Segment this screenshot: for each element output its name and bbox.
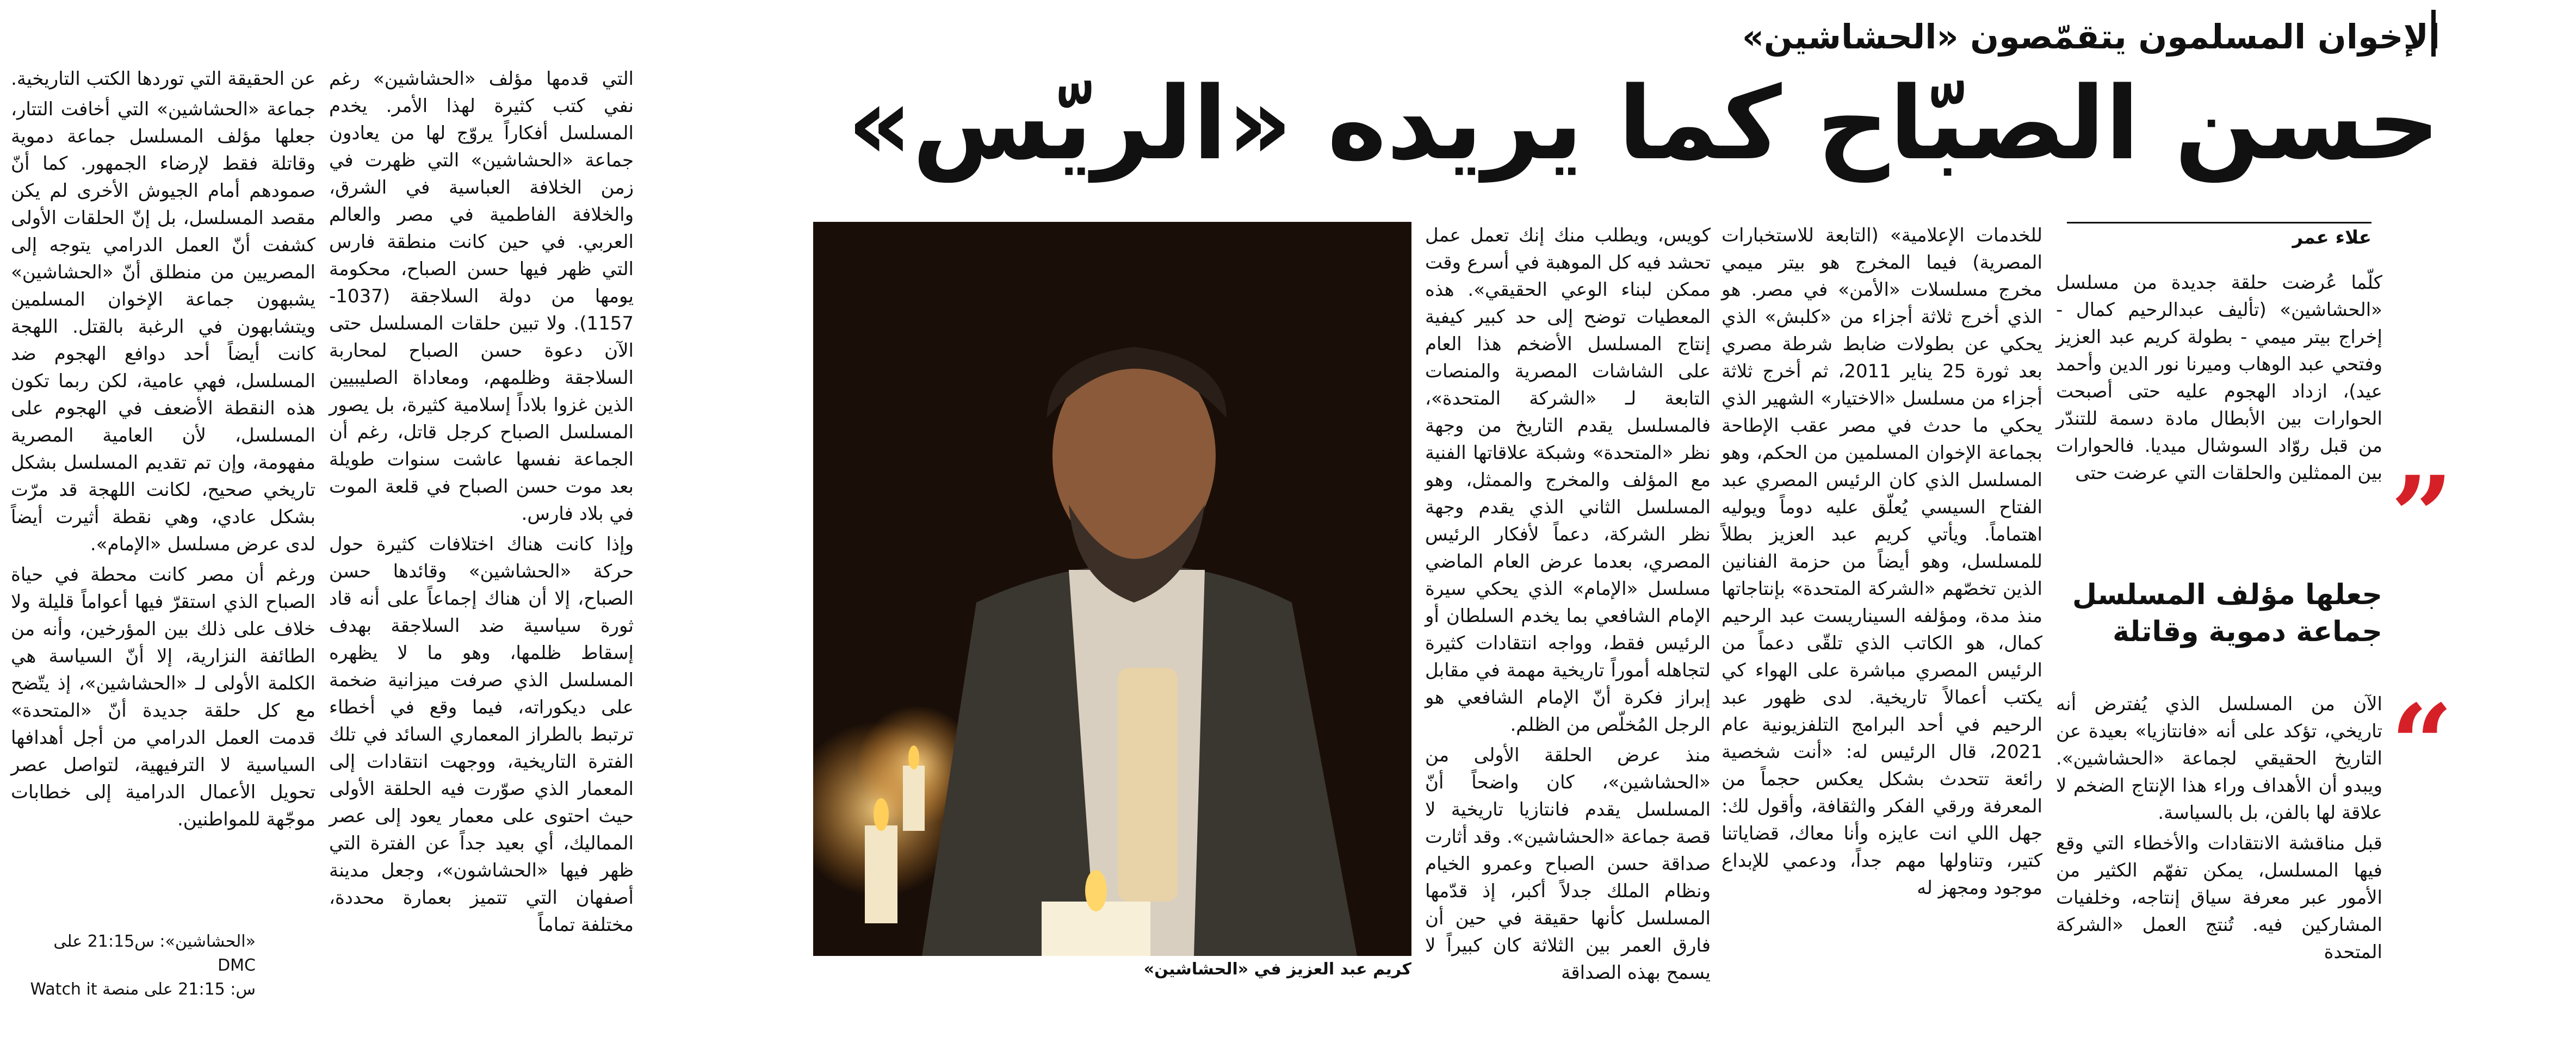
paragraph: كلّما عُرضت حلقة جديدة من مسلسل «الحشاشين» (تأليف عبدالرحيم كمال - إخراج بيتر ميمي - بطولة كريم عبد العزيز وفتحي عبد الوهاب وميرنا نور الدين وأحمد عيد)، ازداد الهجوم عليه حتى أصبحت الحوارات بين الأبطال مادة دسمة للتندّر من قبل روّاد السوشال ميديا. فالحوارات بين الممثلين والحلقات التي عرضت حتى [2056,272,2382,484]
paragraph: الآن من المسلسل الذي يُفترض أنه تاريخي، تؤكد على أنه «فانتازيا» بعيدة عن التاريخ الحقيقي لجماعة «الحشاشين». ويبدو أن الأهداف وراء هذا الإنتاج الضخم لا علاقة لها بالفن، بل بالسياسة. [2056,693,2382,824]
paragraph: كويس، ويطلب منك إنك تعمل عمل تحشد فيه كل الموهبة في أسرع وقت ممكن لبناء الوعي الحقيقي». هذه المعطيات توضح إلى حد كبير كيفية إنتاج المسلسل الأضخم هذا العام على الشاشات المصرية والمنصات التابعة لـ «الشركة المتحدة»، فالمسلسل يقدم التاريخ من وجهة نظر «المتحدة» وشبكة علاقاتها الفنية مع المؤلف والمخرج والممثل، وهو المسلسل الثاني الذي يقدم وجهة نظر الشركة، دعماً لأفكار الرئيس المصري، بعدما عرض العام الماضي مسلسل «الإمام» الذي يحكي سيرة الإمام الشافعي بما يخدم السلطان أو الرئيس فقط، وواجه انتقادات كثيرة لتجاهله أموراً تاريخية مهمة في مقابل إبراز فكرة أنّ الإمام الشافعي هو الرجل المُخلّص من الظلم. [1425,225,1711,736]
article-column-1 [2056,269,2382,490]
byline: علاء عمر [2067,222,2371,253]
paragraph: قبل مناقشة الانتقادات والأخطاء التي وقع فيها المسلسل، يمكن تفهّم الكثير من الأمور عبر معرفة سياق إنتاجه، وخلفيات المشاركين فيه. تُنتج العمل «الشركة المتحدة [2056,832,2382,963]
paragraph: جماعة «الحشاشين» التي أخافت التتار، جعلها مؤلف المسلسل جماعة دموية وقاتلة فقط لإرضاء الجمهور. كما أنّ صمودهم أمام الجيوش الأخرى لم يكن مقصد المسلسل، بل إنّ الحلقات الأولى كشفت أنّ العمل الدرامي يتوجه إلى المصريين من منطلق أنّ «الحشاشين» يشبهون جماعة الإخوان المسلمين ويتشابهون في الرغبة بالقتل. اللهجة كانت أيضاً أحد دوافع الهجوم ضد المسلسل، فهي عامية، لكن ربما تكون هذه النقطة الأضعف في الهجوم على المسلسل، لأن العامية المصرية مفهومة، وإن تم تقديم المسلسل بشكل تاريخي صحيح، لكانت اللهجة قد مرّت بشكل عادي، وهي نقطة أثيرت أيضاً لدى عرض مسلسل «الإمام». [11,98,315,555]
article-headline: حسن الصبّاح كما يريده «الريّس» [847,65,2440,182]
broadcast-line: «الحشاشين»: س21:15 على DMC [53,932,256,975]
article-column-5 [11,65,315,836]
paragraph: ورغم أن مصر كانت محطة في حياة الصباح الذي استقرّ فيها أعواماً قليلة ولا خلاف على ذلك بين المؤرخين، وأنه من الطائفة النزارية، إلا أنّ السياسة هي الكلمة الأولى لـ «الحشاشين»، إذ يتّضح مع كل حلقة جديدة أنّ «المتحدة» قدمت العمل الدرامي من أجل أهدافها السياسية لا الترفيهية، لتواصل عصر تحويل الأعمال الدرامية إلى خطابات موجّهة للمواطنين. [11,564,315,830]
pull-subhead: جعلها مؤلف المسلسل جماعة دموية وقاتلة [2072,579,2382,648]
broadcast-line: س: 21:15 على منصة Watch it [30,980,256,999]
article-photo [813,222,1411,956]
paragraph: التي قدمها مؤلف «الحشاشين» رغم نفي كتب كثيرة لهذا الأمر. يخدم المسلسل أفكاراً يروّج لها من يعادون جماعة «الحشاشين» التي ظهرت في زمن الخلافة العباسية في الشرق، والخلافة الفاطمية في مصر والعالم العربي. في حين كانت منطقة فارس التي ظهر فيها حسن الصباح، محكومة يومها من دولة السلاجقة (1037-1157). ولا تبين حلقات المسلسل حتى الآن دعوة حسن الصباح لمحاربة السلاجقة وظلمهم، ومعاداة الصليبيين الذين غزوا بلاداً إسلامية كثيرة، بل يصور المسلسل الصباح كرجل قاتل، رغم أن الجماعة نفسها عاشت سنوات طويلة بعد موت حسن الصباح في قلعة الموت في بلاد فارس. [329,68,634,525]
paragraph: عن الحقيقة التي توردها الكتب التاريخية. [11,68,315,90]
article-column-1-lower [2056,691,2382,969]
closing-quote-icon: ” [2391,452,2454,580]
article-column-4 [329,65,634,942]
article-kicker: الإخوان المسلمون يتقمّصون «الحشاشين» [1742,17,2440,57]
broadcast-info [11,930,256,1002]
photo-caption: كريم عبد العزيز في «الحشاشين» [1143,960,1411,979]
opening-quote-icon: “ [2391,681,2454,809]
paragraph: منذ عرض الحلقة الأولى من «الحشاشين»، كان واضحاً أنّ المسلسل يقدم فانتازيا تاريخية لا قصة جماعة «الحشاشين». وقد أثارت صداقة حسن الصباح وعمرو الخيام ونظام الملك جدلاً أكبر، إذ قدّمها المسلسل كأنها حقيقة في حين أن فارق العمر بين الثلاثة كان كبيراً لا يسمح بهذه الصداقة [1425,744,1711,984]
paragraph: للخدمات الإعلامية» (التابعة للاستخبارات المصرية) فيما المخرج هو بيتر ميمي مخرج مسلسلات «الأمن» في مصر. هو الذي أخرج ثلاثة أجزاء من «كلبش» الذي يحكي عن بطولات ضابط شرطة مصري بعد ثورة 25 يناير 2011، ثم أخرج ثلاثة أجزاء من مسلسل «الاختيار» الشهير الذي يحكي ما حدث في مصر عقب الإطاحة بجماعة الإخوان المسلمين من الحكم، وهو المسلسل الذي كان الرئيس المصري عبد الفتاح السيسي يُعلّق عليه دوماً ويوليه اهتماماً. ويأتي كريم عبد العزيز بطلاً للمسلسل، وهو أيضاً من حزمة الفنانين الذين تخصّهم «الشركة المتحدة» بإنتاجاتها منذ مدة، ومؤلفه السيناريست عبد الرحيم كمال، هو الكاتب الذي تلقّى دعماً من الرئيس المصري مباشرة على الهواء كي يكتب أعمالاً تاريخية. لدى ظهور عبد الرحيم في أحد البرامج التلفزيونية عام 2021، قال الرئيس له: «أنت شخصية رائعة تتحدث بشكل يعكس حجماً من المعرفة ورقي الفكر والثقافة، وأقول لك: جهل اللي انت عايزه وأنا معاك، قضاياتنا كتير، وتناولها مهم جداً، ودعمي للإبداع موجود ومجهز له [1722,225,2043,899]
article-column-2 [1722,222,2042,905]
paragraph: وإذا كانت هناك اختلافات كثيرة حول حركة «الحشاشين» وقائدها حسن الصباح، إلا أن هناك إجماعاً على أنه قاد ثورة سياسية ضد السلاجقة بهدف إسقاط ظلمها، وهو ما لا يظهره المسلسل الذي صرفت ميزانية ضخمة على ديكوراته، فيما وقع في أخطاء ترتبط بالطراز المعماري السائد في تلك الفترة التاريخية، ووجهت انتقادات إلى المعمار الذي صوّرت فيه الحلقة الأولى حيث احتوى على معمار يعود إلى عصر المماليك، أي بعيد جداً عن الفترة التي ظهر فيها «الحشاشون»، وجعل مدينة أصفهان التي تتميز بعمارة محددة، مختلفة تماماً [329,533,634,936]
photo-illustration [813,222,1411,956]
article-column-3 [1425,222,1711,990]
